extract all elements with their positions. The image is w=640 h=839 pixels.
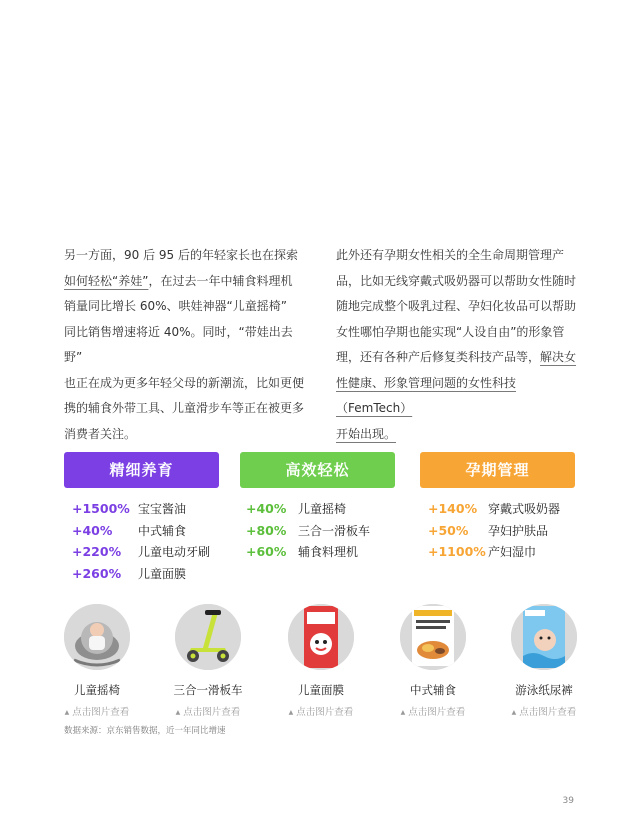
growth-value: +80% bbox=[246, 522, 287, 538]
highlight-text: 性健康、形象管理问题的女性科技（FemTech） bbox=[336, 375, 517, 415]
list-item bbox=[428, 520, 588, 542]
highlight-text: 解决女 bbox=[540, 350, 577, 364]
list-item bbox=[246, 520, 406, 542]
view-image-link[interactable] bbox=[383, 704, 483, 718]
paragraph-left bbox=[64, 243, 308, 447]
view-image-link[interactable] bbox=[494, 704, 594, 718]
paragraph-line bbox=[336, 371, 580, 422]
product-name: 儿童面膜 bbox=[298, 683, 344, 697]
growth-value: +140% bbox=[428, 501, 478, 516]
scooter-image[interactable] bbox=[175, 604, 241, 670]
product-card-rocking-chair[interactable] bbox=[47, 604, 147, 718]
growth-value: +40% bbox=[72, 522, 113, 538]
list-item bbox=[246, 498, 406, 520]
paragraph-line: 随地完成整个吸乳过程、孕妇化妆品可以帮助 bbox=[336, 299, 577, 313]
list-item bbox=[428, 541, 588, 563]
paragraph-line: 也正在成为更多年轻父母的新潮流，比如更便 bbox=[64, 375, 305, 390]
paragraph-line: 消费者关注。 bbox=[64, 426, 137, 441]
category-header-parenting: 精细养育 bbox=[64, 452, 219, 488]
paragraph-line: 此外还有孕期女性相关的全生命周期管理产 bbox=[336, 248, 565, 262]
triangle-icon: ▲ bbox=[288, 709, 294, 716]
product-name: 中式辅食 bbox=[410, 683, 456, 697]
category-list-parenting bbox=[72, 498, 232, 584]
paragraph-line: 同比销售增速将近 40%。同时，“带娃出去野” bbox=[64, 324, 293, 364]
product-name: 游泳纸尿裤 bbox=[515, 683, 573, 697]
item-name: 儿童电动牙刷 bbox=[138, 545, 211, 559]
category-list-pregnancy bbox=[428, 498, 588, 563]
link-text: 点击图片查看 bbox=[72, 707, 130, 718]
list-item bbox=[72, 563, 232, 585]
view-image-link[interactable] bbox=[271, 704, 371, 718]
list-item bbox=[428, 498, 588, 520]
highlight-text: 如何轻松“养娃” bbox=[64, 273, 149, 288]
paragraph-line bbox=[64, 269, 308, 295]
link-text: 点击图片查看 bbox=[519, 707, 577, 718]
item-name: 中式辅食 bbox=[138, 523, 187, 538]
paragraph-text: ，在过去一年中辅食料理机 bbox=[148, 273, 293, 288]
category-list-easy bbox=[246, 498, 406, 563]
paragraph-right bbox=[336, 243, 580, 447]
link-text: 点击图片查看 bbox=[183, 707, 241, 718]
swim-diapers-image[interactable] bbox=[511, 604, 577, 670]
list-item bbox=[72, 498, 232, 520]
product-name: 三合一滑板车 bbox=[173, 683, 243, 697]
growth-value: +1100% bbox=[428, 544, 486, 559]
growth-value: +50% bbox=[428, 522, 469, 538]
highlight-text: 开始出现。 bbox=[336, 426, 397, 441]
triangle-icon: ▲ bbox=[175, 709, 181, 716]
paragraph-line: 女性哪怕孕期也能实现“人设自由”的形象管 bbox=[336, 324, 565, 339]
triangle-icon: ▲ bbox=[400, 709, 406, 716]
view-image-link[interactable] bbox=[158, 704, 258, 718]
item-name: 儿童摇椅 bbox=[298, 502, 347, 516]
product-name: 儿童摇椅 bbox=[74, 683, 120, 697]
triangle-icon: ▲ bbox=[511, 709, 517, 716]
growth-value: +40% bbox=[246, 501, 287, 516]
category-header-pregnancy: 孕期管理 bbox=[420, 452, 575, 488]
item-name: 宝宝酱油 bbox=[138, 502, 187, 516]
paragraph-text: 理，还有各种产后修复类科技产品等， bbox=[336, 350, 541, 364]
paragraph-line bbox=[336, 345, 580, 371]
item-name: 儿童面膜 bbox=[138, 566, 187, 581]
link-text: 点击图片查看 bbox=[408, 707, 466, 718]
product-card-swim-diapers[interactable] bbox=[494, 604, 594, 718]
item-name: 三合一滑板车 bbox=[298, 523, 371, 538]
kids-mask-image[interactable] bbox=[288, 604, 354, 670]
paragraph-line bbox=[336, 422, 580, 448]
item-name: 孕妇护肤品 bbox=[488, 523, 549, 538]
link-text: 点击图片查看 bbox=[296, 707, 354, 718]
product-card-scooter[interactable] bbox=[158, 604, 258, 718]
growth-value: +60% bbox=[246, 544, 287, 559]
item-name: 辅食料理机 bbox=[298, 545, 359, 559]
list-item bbox=[72, 541, 232, 563]
rocking-chair-image[interactable] bbox=[64, 604, 130, 670]
chinese-food-image[interactable] bbox=[400, 604, 466, 670]
growth-value: +260% bbox=[72, 565, 122, 581]
item-name: 产妇湿巾 bbox=[488, 545, 537, 559]
list-item bbox=[246, 541, 406, 563]
item-name: 穿戴式吸奶器 bbox=[488, 502, 561, 516]
paragraph-line: 携的辅食外带工具、儿童滑步车等正在被更多 bbox=[64, 401, 305, 415]
data-source-note: 数据来源：京东销售数据，近一年同比增速 bbox=[64, 726, 226, 736]
paragraph-line: 销量同比增长 60%、哄娃神器“儿童摇椅” bbox=[64, 299, 287, 313]
category-header-easy: 高效轻松 bbox=[240, 452, 395, 488]
page-number: 39 bbox=[562, 796, 574, 806]
paragraph-line: 品，比如无线穿戴式吸奶器可以帮助女性随时 bbox=[336, 273, 577, 288]
list-item bbox=[72, 520, 232, 542]
triangle-icon: ▲ bbox=[64, 709, 70, 716]
product-card-kids-mask[interactable] bbox=[271, 604, 371, 718]
view-image-link[interactable] bbox=[47, 704, 147, 718]
paragraph-line: 另一方面，90 后 95 后的年轻家长也在探索 bbox=[64, 248, 298, 262]
product-card-chinese-food[interactable] bbox=[383, 604, 483, 718]
growth-value: +1500% bbox=[72, 501, 130, 516]
growth-value: +220% bbox=[72, 544, 122, 559]
